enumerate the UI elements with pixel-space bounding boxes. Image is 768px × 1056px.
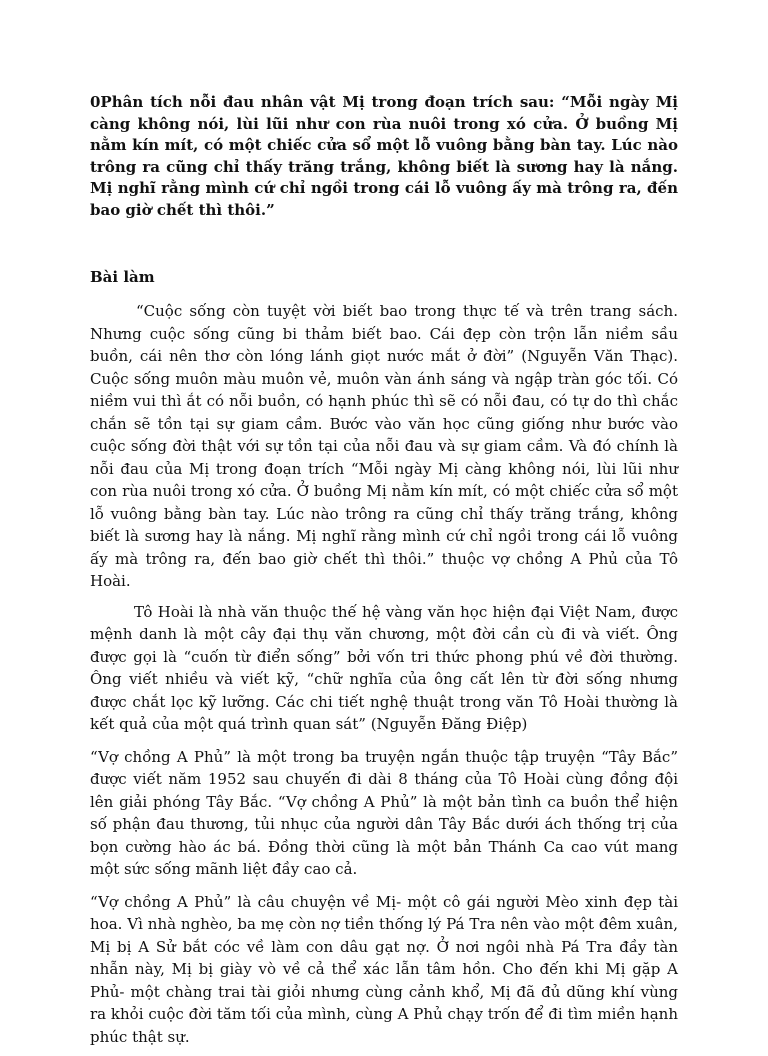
document-page [90, 92, 678, 1056]
paragraph-4: “Vợ chồng A Phủ” là câu chuyện về Mị- một cô gái người Mèo xinh đẹp tài hoa. Vì nhà nghèo, ba mẹ còn nợ tiền thống lý Pá Tra nên vào một đêm xuân, Mị bị A Sử bắt cóc về làm con dâu gạt nợ. Ở nơi ngôi nhà Pá Tra đầy tàn nhẫn này, Mị bị giày vò về cả thể xác lẫn tâm hồn. Cho đến khi Mị gặp A Phủ- một chàng trai tài giỏi nhưng cùng cảnh khổ, Mị đã đủ dũng khí vùng ra khỏi cuộc đời tăm tối của mình, cùng A Phủ chạy trốn để đi tìm miền hạnh phúc thật sự. [90, 892, 678, 1046]
document-title: 0Phân tích nỗi đau nhân vật Mị trong đoạn trích sau: “Mỗi ngày Mị càng không nói, lùi lũi như con rùa nuôi trong xó cửa. Ở buồng Mị nằm kín mít, có một chiếc cửa sổ một lỗ vuông bằng bàn tay. Lúc nào trông ra cũng chỉ thấy trăng trắng, không biết là sương hay là nắng. Mị nghĩ rằng mình cứ chỉ ngồi trong cái lỗ vuông ấy mà trông ra, đến bao giờ chết thì thôi.” [90, 93, 678, 219]
section-heading: Bài làm [90, 268, 155, 286]
paragraph-3: “Vợ chồng A Phủ” là một trong ba truyện ngắn thuộc tập truyện “Tây Bắc” được viết năm 1952 sau chuyến đi dài 8 tháng của Tô Hoài cùng đồng đội lên giải phóng Tây Bắc. “Vợ chồng A Phủ” là một bản tình ca buồn thể hiện số phận đau thương, tủi nhục của người dân Tây Bắc dưới ách thống trị của bọn cường hào ác bá. Đồng thời cũng là một bản Thánh Ca cao vút mang một sức sống mãnh liệt đầy cao cả. [90, 747, 678, 878]
paragraph-2: Tô Hoài là nhà văn thuộc thế hệ vàng văn học hiện đại Việt Nam, được mệnh danh là một cây đại thụ văn chương, một đời cần cù đi và viết. Ông được gọi là “cuốn từ điển sống” bởi vốn tri thức phong phú về đời thường. Ông viết nhiều và viết kỹ, “chữ nghĩa của ông cất lên từ đời sống nhưng được chắt lọc kỹ lưỡng. Các chi tiết nghệ thuật trong văn Tô Hoài thường là kết quả của một quá trình quan sát” (Nguyễn Đăng Điệp) [90, 602, 678, 733]
paragraph-1: “Cuộc sống còn tuyệt vời biết bao trong thực tế và trên trang sách. Nhưng cuộc sống cũng bi thảm biết bao. Cái đẹp còn trộn lẫn niềm sầu buồn, cái nên thơ còn lóng lánh giọt nước mắt ở đời” (Nguyễn Văn Thạc). Cuộc sống muôn màu muôn vẻ, muôn vàn ánh sáng và ngập tràn góc tối. Có niềm vui thì ắt có nỗi buồn, có hạnh phúc thì sẽ có nỗi đau, có tự do thì chắc chắn sẽ tồn tại sự giam cầm. Bước vào văn học cũng giống như bước vào cuộc sống đời thật với sự tồn tại của nỗi đau và sự giam cầm. Và đó chính là nỗi đau của Mị trong đoạn trích “Mỗi ngày Mị càng không nói, lùi lũi như con rùa nuôi trong xó cửa. Ở buồng Mị nằm kín mít, có một chiếc cửa sổ một lỗ vuông bằng bàn tay. Lúc nào trông ra cũng chỉ thấy trăng trắng, không biết là sương hay là nắng. Mị nghĩ rằng mình cứ chỉ ngồi trong cái lỗ vuông ấy mà trông ra, đến bao giờ chết thì thôi.” thuộc vợ chồng A Phủ của Tô Hoài. [90, 302, 678, 590]
